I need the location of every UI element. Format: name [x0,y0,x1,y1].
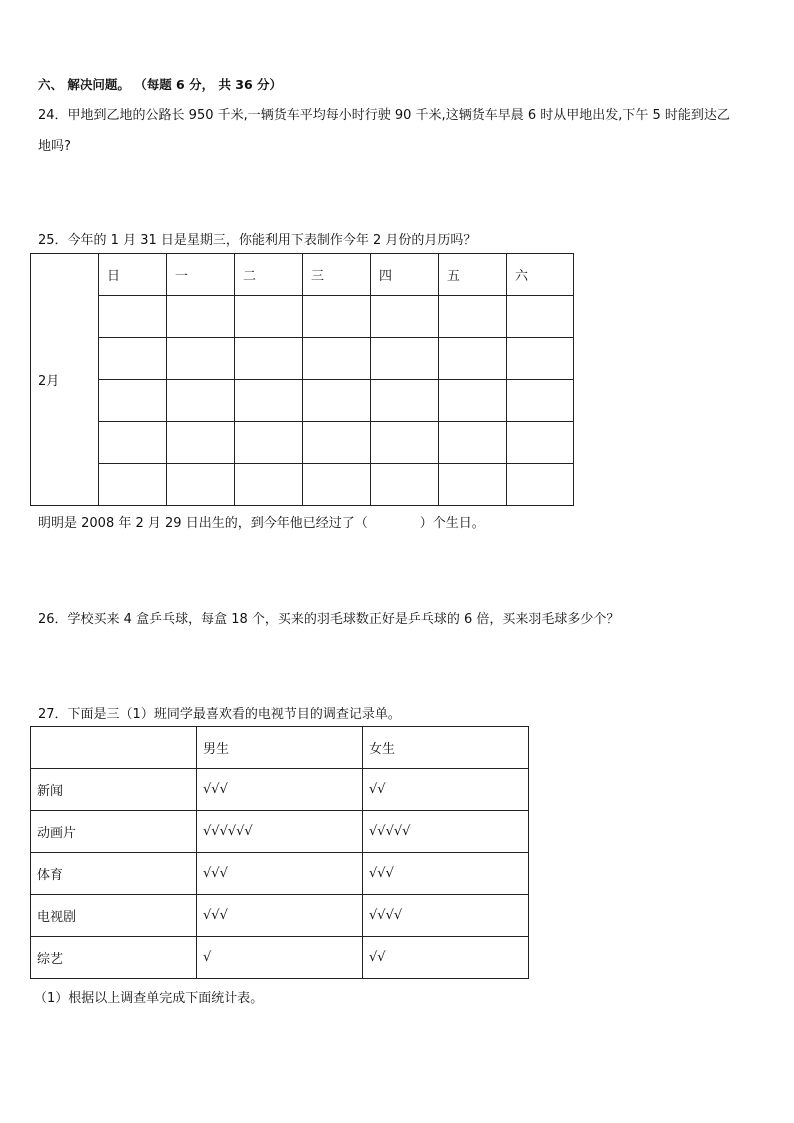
calendar-day-cell[interactable] [507,422,574,464]
section-title: 六、 解决问题。 （每题 6 分， 共 36 分） [38,77,283,92]
survey-row [31,769,529,811]
calendar-day-cell[interactable] [439,464,507,506]
calendar-day-cell[interactable] [371,380,439,422]
calendar-day-cell[interactable] [167,464,235,506]
weekday-header: 日 [99,254,167,296]
calendar-week-row [31,380,574,422]
survey-row [31,895,529,937]
boys-tally: √√√√√√ [197,811,363,853]
girls-tally: √√√√ [363,895,529,937]
calendar-day-cell[interactable] [439,338,507,380]
weekday-header: 二 [235,254,303,296]
question-25-text: 25．今年的 1 月 31 日是星期三，你能利用下表制作今年 2 月份的月历吗？ [38,233,477,248]
boys-tally: √ [197,937,363,979]
weekday-header: 一 [167,254,235,296]
program-name: 电视剧 [31,895,197,937]
survey-header-blank [31,727,197,769]
calendar-day-cell[interactable] [303,338,371,380]
calendar-day-cell[interactable] [99,296,167,338]
program-name: 体育 [31,853,197,895]
calendar-day-cell[interactable] [371,464,439,506]
boys-tally: √√√ [197,853,363,895]
girls-tally: √√ [363,937,529,979]
calendar-day-cell[interactable] [167,338,235,380]
calendar-week-row [31,338,574,380]
calendar-day-cell[interactable] [235,380,303,422]
calendar-day-cell[interactable] [99,380,167,422]
survey-row [31,811,529,853]
calendar-day-cell[interactable] [507,296,574,338]
calendar-day-cell[interactable] [371,338,439,380]
survey-header-boys: 男生 [197,727,363,769]
calendar-day-cell[interactable] [303,296,371,338]
calendar-day-cell[interactable] [235,338,303,380]
calendar-day-cell[interactable] [167,422,235,464]
survey-row [31,853,529,895]
weekday-header: 三 [303,254,371,296]
question-24-line-1: 24．甲地到乙地的公路长 950 千米,一辆货车平均每小时行驶 90 千米,这辆货车早晨 6 时从甲地出发,下午 5 时能到达乙 [38,108,730,123]
question-27-subquestion-1: （1）根据以上调查单完成下面统计表。 [34,991,264,1006]
calendar-day-cell[interactable] [99,338,167,380]
calendar-day-cell[interactable] [167,380,235,422]
calendar-day-cell[interactable] [167,296,235,338]
question-26-text: 26．学校买来 4 盒乒乓球，每盒 18 个，买来的羽毛球数正好是乒乓球的 6 倍，买来羽毛球多少个？ [38,612,620,627]
calendar-day-cell[interactable] [371,296,439,338]
survey-header-row [31,727,529,769]
question-25-birthday-note: 明明是 2008 年 2 月 29 日出生的，到今年他已经过了（ ）个生日。 [38,516,485,531]
survey-row [31,937,529,979]
calendar-week-row [31,296,574,338]
girls-tally: √√ [363,769,529,811]
month-label: 2月 [31,254,99,506]
calendar-day-cell[interactable] [99,422,167,464]
calendar-day-cell[interactable] [303,464,371,506]
survey-header-girls: 女生 [363,727,529,769]
calendar-day-cell[interactable] [439,422,507,464]
calendar-day-cell[interactable] [371,422,439,464]
calendar-day-cell[interactable] [303,380,371,422]
calendar-header-row [31,254,574,296]
calendar-day-cell[interactable] [99,464,167,506]
program-name: 综艺 [31,937,197,979]
calendar-day-cell[interactable] [507,464,574,506]
girls-tally: √√√ [363,853,529,895]
calendar-week-row [31,464,574,506]
weekday-header: 五 [439,254,507,296]
calendar-day-cell[interactable] [235,422,303,464]
weekday-header: 六 [507,254,574,296]
boys-tally: √√√ [197,895,363,937]
calendar-day-cell[interactable] [235,296,303,338]
calendar-week-row [31,422,574,464]
calendar-day-cell[interactable] [507,338,574,380]
survey-table [30,726,529,979]
girls-tally: √√√√√ [363,811,529,853]
calendar-day-cell[interactable] [439,380,507,422]
calendar-day-cell[interactable] [507,380,574,422]
weekday-header: 四 [371,254,439,296]
program-name: 动画片 [31,811,197,853]
calendar-day-cell[interactable] [235,464,303,506]
calendar-day-cell[interactable] [303,422,371,464]
program-name: 新闻 [31,769,197,811]
question-27-text: 27．下面是三（1）班同学最喜欢看的电视节目的调查记录单。 [38,707,401,722]
question-24-line-2: 地吗? [38,139,71,154]
boys-tally: √√√ [197,769,363,811]
calendar-day-cell[interactable] [439,296,507,338]
calendar-table [30,253,574,506]
